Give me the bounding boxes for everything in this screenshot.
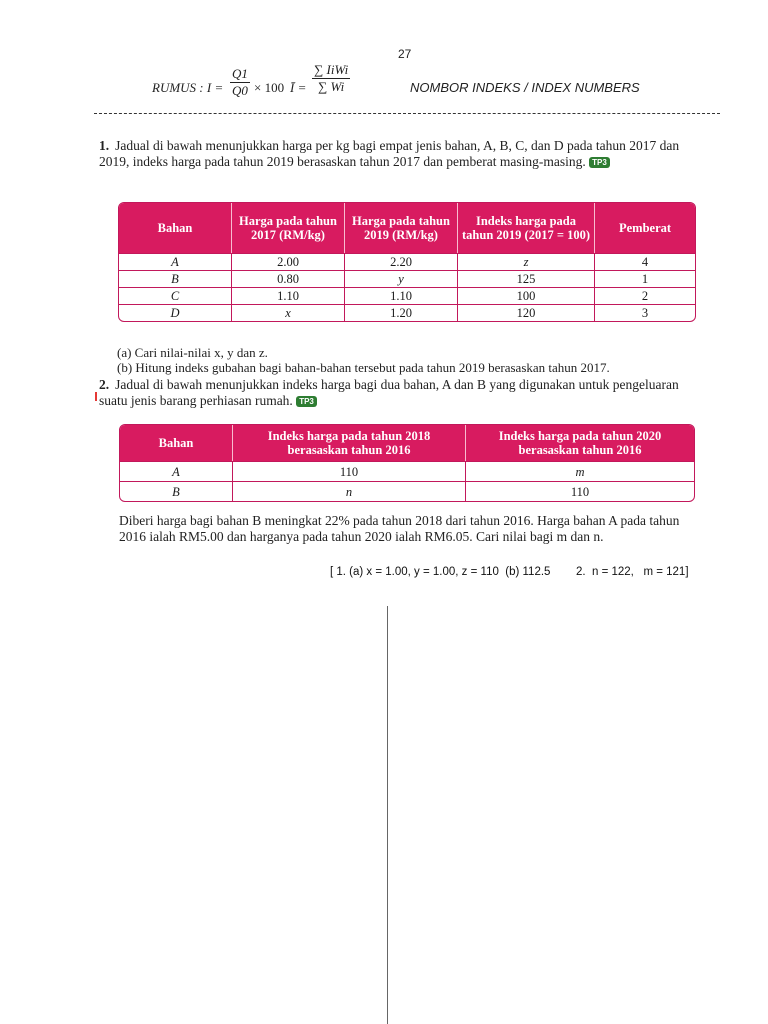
page-number: 27 (398, 47, 412, 61)
table-cell: 4 (595, 253, 695, 270)
answer-key: [ 1. (a) x = 1.00, y = 1.00, z = 110 (b) 112.5 2. n = 122, m = 121] (330, 566, 689, 578)
table-header: Indeks harga pada tahun 2018 berasaskan tahun 2016 (233, 425, 466, 461)
table-header: Pemberat (595, 203, 695, 253)
table-row (120, 461, 694, 481)
table-cell: 1.10 (345, 287, 458, 304)
question-number: 2. (99, 377, 110, 392)
fraction-denominator: Q0 (232, 83, 248, 98)
fraction-numerator: ∑ IiWi (314, 62, 349, 77)
table-row (120, 481, 694, 501)
table-cell: A (120, 461, 233, 481)
table-cell: 2.20 (345, 253, 458, 270)
fraction-denominator: ∑ Wi (317, 79, 345, 94)
table-cell: z (458, 253, 595, 270)
price-table-1 (118, 202, 696, 322)
table-header: Indeks harga pada tahun 2019 (2017 = 100) (458, 203, 595, 253)
margin-mark (95, 392, 97, 401)
document-title: NOMBOR INDEKS / INDEX NUMBERS (410, 80, 640, 95)
table-cell: m (466, 461, 694, 481)
table-cell: B (119, 270, 232, 287)
table-cell: 1.20 (345, 304, 458, 321)
question-text: Jadual di bawah menunjukkan indeks harga bagi dua bahan, A dan B yang digunakan untuk pengeluaran suatu jenis barang perhiasan rumah. (99, 377, 679, 408)
question-1-part-a: (a) Cari nilai-nilai x, y dan z. (117, 345, 268, 360)
table-cell: B (120, 481, 233, 501)
formula-label: RUMUS : I = (152, 80, 224, 95)
table-header: Bahan (119, 203, 232, 253)
price-table-2 (119, 424, 695, 502)
table-row (119, 253, 695, 270)
table-header: Harga pada tahun 2017 (RM/kg) (232, 203, 345, 253)
table-cell: 120 (458, 304, 595, 321)
question-text: Jadual di bawah menunjukkan harga per kg bagi empat jenis bahan, A, B, C, dan D pada tahun 2017 dan 2019, indeks harga pada tahun 2019 berasaskan tahun 2017 dan pemberat masing-masing. (99, 138, 680, 169)
table-cell: 125 (458, 270, 595, 287)
table-header: Indeks harga pada tahun 2020 berasaskan tahun 2016 (466, 425, 694, 461)
table-row (119, 304, 695, 321)
fraction-numerator: Q1 (232, 66, 248, 81)
composite-index-fraction (312, 62, 350, 95)
question-number: 1. (99, 138, 110, 153)
table-cell: A (119, 253, 232, 270)
tp-badge: TP3 (589, 157, 610, 168)
table-cell: 100 (458, 287, 595, 304)
table-cell: 110 (466, 481, 694, 501)
table-row (119, 287, 695, 304)
table-cell: y (345, 270, 458, 287)
table-cell: 0.80 (232, 270, 345, 287)
table-cell: n (233, 481, 466, 501)
table-cell: 1 (595, 270, 695, 287)
table-cell: C (119, 287, 232, 304)
question-2-description: Diberi harga bagi bahan B meningkat 22% pada tahun 2018 dari tahun 2016. Harga bahan A pada tahun 2016 ialah RM5.00 dan harganya pada tahun 2020 ialah RM6.05. Cari nilai bagi m dan n. (119, 513, 680, 544)
dashed-divider (94, 113, 720, 124)
question-1 (99, 138, 699, 170)
table-header: Harga pada tahun 2019 (RM/kg) (345, 203, 458, 253)
question-1-part-b: (b) Hitung indeks gubahan bagi bahan-bahan tersebut pada tahun 2019 berasaskan tahun 2017. (117, 360, 610, 375)
table-header: Bahan (120, 425, 233, 461)
composite-index-symbol: Ī = (290, 80, 307, 95)
price-index-fraction (230, 66, 250, 99)
times-hundred: × 100 (254, 80, 285, 95)
working-area-divider (387, 606, 388, 1024)
table-cell: 1.10 (232, 287, 345, 304)
table-header-row (120, 425, 694, 461)
table-cell: 3 (595, 304, 695, 321)
question-2 (99, 377, 699, 409)
table-row (119, 270, 695, 287)
table-cell: 110 (233, 461, 466, 481)
formula-header (152, 62, 712, 112)
table-cell: x (232, 304, 345, 321)
tp-badge: TP3 (296, 396, 317, 407)
table-header-row (119, 203, 695, 253)
table-cell: 2 (595, 287, 695, 304)
table-cell: D (119, 304, 232, 321)
table-cell: 2.00 (232, 253, 345, 270)
